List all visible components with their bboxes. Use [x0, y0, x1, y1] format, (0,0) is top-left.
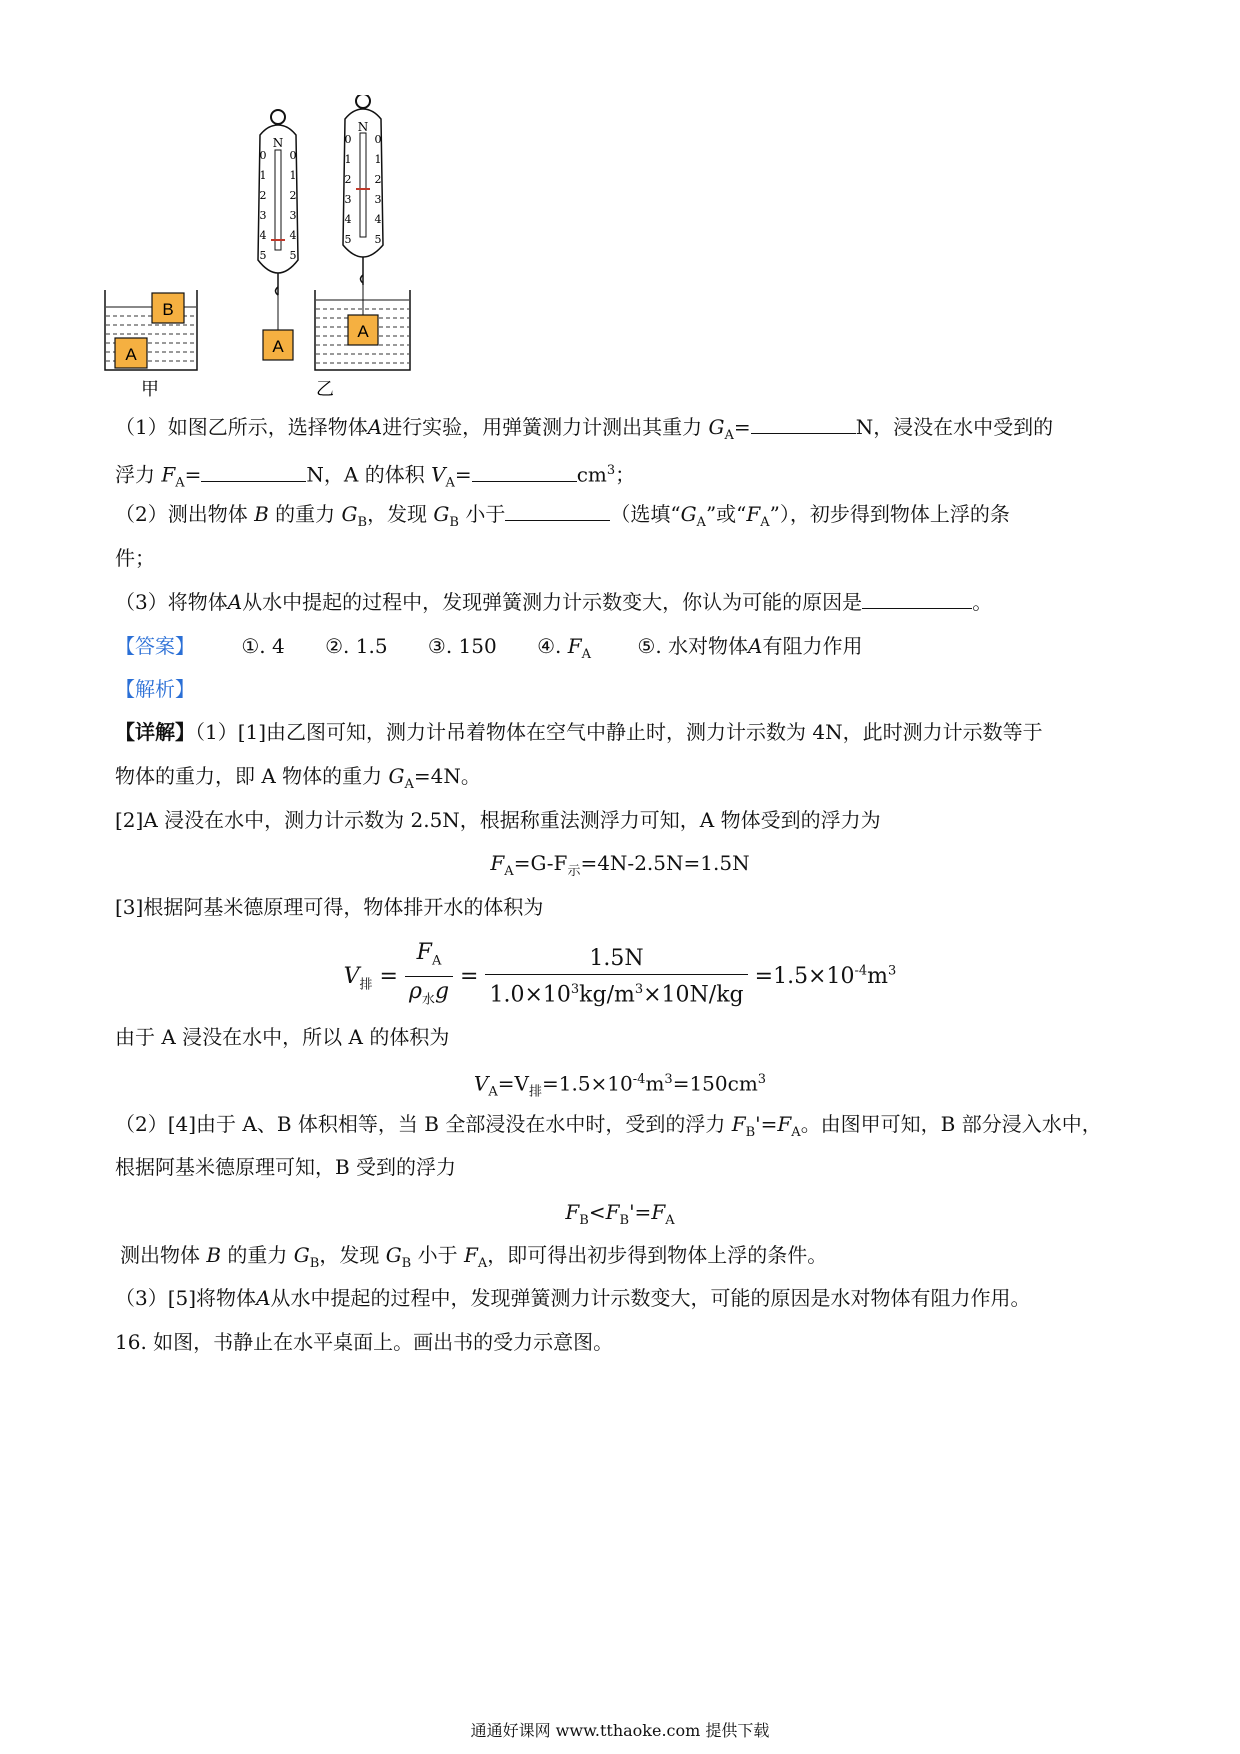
detail-line6: （2）[4]由于 A、B 体积相等，当 B 全部浸没在水中时，受到的浮力 $F_B'=F_A$。由图甲可知，B 部分浸入水中，: [115, 1112, 1102, 1140]
blank-reason[interactable]: [862, 588, 972, 609]
svg-text:3: 3: [374, 193, 382, 206]
blank-va[interactable]: [472, 461, 577, 482]
svg-text:0: 0: [374, 133, 382, 146]
block-a-jia-label: A: [125, 345, 137, 364]
svg-text:5: 5: [374, 233, 382, 246]
svg-text:2: 2: [374, 173, 382, 186]
detail-line1: 【详解】（1）[1]由乙图可知，测力计吊着物体在空气中静止时，测力计示数为 4N，此时测力计示数等于: [115, 720, 1043, 744]
svg-text:4: 4: [259, 229, 267, 242]
block-b-label: B: [162, 300, 174, 319]
equation-fb: $F_B<F_B'=F_A$: [565, 1200, 675, 1228]
scale2-unit: N: [357, 120, 369, 134]
label-yi: 乙: [316, 379, 334, 400]
svg-text:5: 5: [344, 233, 352, 246]
equation-fa: $F_A=G-F_示=4N-2.5N=1.5N$: [490, 851, 750, 879]
blank-compare[interactable]: [505, 500, 610, 521]
footer: 通通好课网 www.tthaoke.com 提供下载: [470, 1721, 770, 1740]
q1-line1: （1）如图乙所示，选择物体A进行实验，用弹簧测力计测出其重力 $G_A= N$，浸没在水中受到的: [115, 415, 1054, 443]
svg-text:4: 4: [344, 213, 352, 226]
fraction-symbolic: $\frac{F_A}{\rho_水g}$: [405, 938, 453, 1016]
blank-ga[interactable]: [751, 413, 856, 434]
block-a-air-label: A: [272, 337, 284, 356]
block-a-water-label: A: [357, 322, 369, 341]
experiment-figure: [100, 95, 440, 405]
q2-line1: （2）测出物体 B 的重力 $G_B$，发现 $G_B$ 小于 （选填“$G_A$”或“$F_A$”），初步得到物体上浮的条: [115, 502, 1010, 530]
spring-scale-2: [343, 95, 383, 315]
detail-line5: 由于 A 浸没在水中，所以 A 的体积为: [115, 1025, 450, 1049]
question-16: 16. 如图，书静止在水平桌面上。画出书的受力示意图。: [115, 1330, 614, 1354]
detail-tag: 【详解】: [115, 720, 195, 744]
detail-line4: [3]根据阿基米德原理可得，物体排开水的体积为: [115, 895, 544, 919]
svg-text:1: 1: [259, 169, 267, 182]
svg-text:1: 1: [374, 153, 382, 166]
detail-line9: （3）[5]将物体A从水中提起的过程中，发现弹簧测力计示数变大，可能的原因是水对物体有阻力作用。: [115, 1286, 1031, 1310]
answer-tag: 【答案】: [115, 634, 195, 658]
svg-text:3: 3: [344, 193, 352, 206]
equation-va: $V_A=V_排=1.5\times 10^{-4}m^3=150cm^3$: [473, 1071, 767, 1100]
svg-text:1: 1: [289, 169, 297, 182]
spring-scale-1: [258, 110, 298, 360]
q2-line2: 件；: [115, 546, 155, 570]
svg-text:4: 4: [374, 213, 382, 226]
svg-text:1: 1: [344, 153, 352, 166]
analysis-tag: 【解析】: [115, 677, 195, 701]
blank-fa[interactable]: [201, 461, 306, 482]
svg-text:3: 3: [259, 209, 267, 222]
svg-text:0: 0: [259, 149, 267, 162]
svg-text:0: 0: [344, 133, 352, 146]
fraction-numeric: $\frac{1.5N}{1.0\times 10^3kg/m^3\times 10N/kg}$: [485, 944, 747, 1010]
detail-line3: [2]A 浸没在水中，测力计示数为 2.5N，根据称重法测浮力可知，A 物体受到的浮力为: [115, 808, 881, 832]
beaker-jia: [105, 290, 197, 370]
svg-text:4: 4: [289, 229, 297, 242]
answer-line: 【答案】 ①. 4 ②. 1.5 ③. 150 ④. $F_A$ ⑤. 水对物体A有阻力作用: [115, 634, 863, 662]
detail-line2: 物体的重力，即 A 物体的重力 $G_A=4N$。: [115, 764, 481, 792]
q1-line2: 浮力 $F_A= N$，A 的体积 $V_A= cm^3$；: [115, 462, 636, 491]
scale1-unit: N: [272, 136, 284, 150]
detail-line7: 根据阿基米德原理可知，B 受到的浮力: [115, 1155, 457, 1179]
svg-text:5: 5: [289, 249, 297, 262]
svg-text:5: 5: [259, 249, 267, 262]
label-jia: 甲: [141, 379, 159, 400]
equation-v-displaced: $V_排$ = $\frac{F_A}{\rho_水g}$ = $\frac{1.5N}{1.0\times 10^3kg/m^3\times 10N/kg}$ $=1.5\times 10^{-4}m^3$: [0, 938, 1240, 1016]
svg-text:2: 2: [259, 189, 267, 202]
svg-text:0: 0: [289, 149, 297, 162]
svg-text:3: 3: [289, 209, 297, 222]
svg-text:2: 2: [289, 189, 297, 202]
detail-line8: 测出物体 B 的重力 $G_B$，发现 $G_B$ 小于 $F_A$，即可得出初步得到物体上浮的条件。: [120, 1243, 828, 1271]
q3-line: （3）将物体A从水中提起的过程中，发现弹簧测力计示数变大，你认为可能的原因是 。: [115, 590, 993, 614]
svg-text:2: 2: [344, 173, 352, 186]
